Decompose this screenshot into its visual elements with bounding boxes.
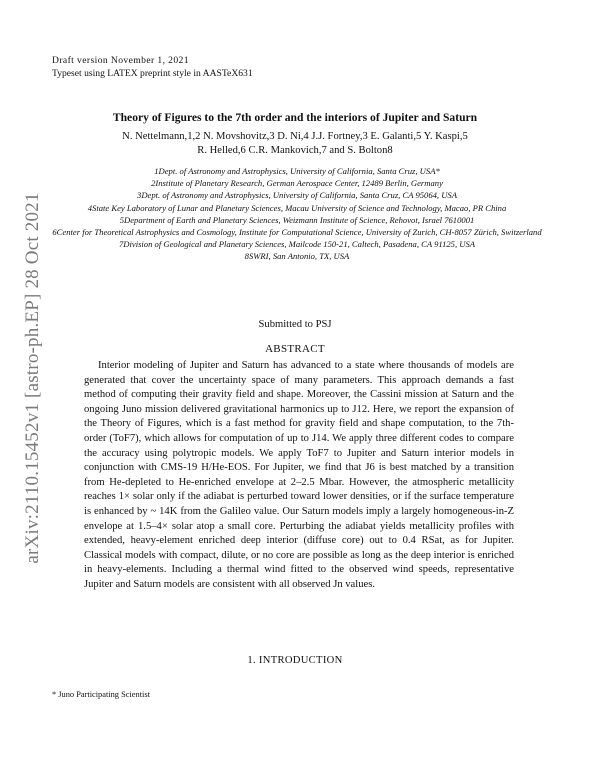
affiliation-7: 7Division of Geological and Planetary Sciences, Mailcode 150-21, Caltech, Pasadena, CA 91125, USA — [118, 239, 476, 250]
author-list — [60, 130, 530, 157]
affiliation-4: 4State Key Laboratory of Lunar and Planetary Sciences, Macau University of Science and Technology, Macao, PR China — [87, 202, 507, 213]
affiliation-5: 5Department of Earth and Planetary Sciences, Weizmann Institute of Science, Rehovot, Israel 7610001 — [119, 214, 475, 225]
draft-line: Draft version November 1, 2021 — [52, 55, 189, 66]
section-heading: 1. INTRODUCTION — [247, 655, 343, 666]
affiliation-2: 2Institute of Planetary Research, German Aerospace Center, 12489 Berlin, Germany — [151, 178, 443, 189]
author-line-2: R. Helled,6 C.R. Mankovich,7 and S. Bolton8 — [197, 144, 393, 156]
arxiv-stamp — [21, 168, 45, 588]
affiliation-6: 6Center for Theoretical Astrophysics and Cosmology, Institute for Computational Science, University of Zurich, CH-8057 Zürich, Switzerland — [52, 227, 542, 238]
abstract-heading: ABSTRACT — [265, 343, 325, 355]
affiliation-3: 3Dept. of Astronomy and Astrophysics, University of California, Santa Cruz, CA 95064, USA — [137, 190, 457, 201]
arxiv-stamp-text: arXiv:2110.15452v1 [astro-ph.EP] 28 Oct 2021 — [22, 192, 43, 564]
paper-header — [52, 54, 253, 80]
author-line-1: N. Nettelmann,1,2 N. Movshovitz,3 D. Ni,4 J.J. Fortney,3 E. Galanti,5 Y. Kaspi,5 — [122, 131, 468, 142]
typeset-line: Typeset using LATEX preprint style in AASTeX631 — [52, 68, 253, 79]
abstract-text: Interior modeling of Jupiter and Saturn has advanced to a state where thousands of models are generated that cover the uncertainty space of many parameters. This approach demands a fast method of computing their gravity field and shape. Moreover, the Cassini mission at Saturn and the ongoing Juno mission delivered gravitational harmonics up to J12. Here, we report the expansion of the Theory of Figures, which is a fast method for gravity field and shape computation, to the 7th-order (ToF7), which allows for computation of up to J14. We apply three different codes to compare the accuracy using polytropic models. We apply ToF7 to Jupiter and Saturn interior models in conjunction with CMS-19 H/He-EOS. For Jupiter, we find that J6 is best matched by a transition from He-depleted to He-enriched envelope at 2–2.5 Mbar. However, the atmospheric metallicity reaches 1× solar only if the adiabat is perturbed toward lower densities, or if the surface temperature is enhanced by ~ 14K from the Galileo value. Our Saturn models imply a largely homogeneous-in-Z envelope at 1.5–4× solar atop a small core. Perturbing the adiabat yields metallicity profiles with extended, heavy-element enriched deep interior (diffuse core) out to 0.4 RSat, as for Jupiter. Classical models with compact, dilute, or no core are possible as long as the deep interior is enriched in heavy-elements. Including a thermal wind fitted to the observed wind speeds, representative Jupiter and Saturn models are consistent with all observed Jn values. — [84, 360, 514, 590]
footnote: * Juno Participating Scientist — [52, 690, 150, 699]
affiliation-1: 1Dept. of Astronomy and Astrophysics, University of California, Santa Cruz, USA* — [154, 166, 440, 176]
paper-title: Theory of Figures to the 7th order and the interiors of Jupiter and Saturn — [112, 111, 478, 124]
affiliation-8: 8SWRI, San Antonio, TX, USA — [244, 251, 350, 262]
affiliation-list — [52, 165, 542, 263]
submitted-note: Submitted to PSJ — [258, 319, 332, 330]
